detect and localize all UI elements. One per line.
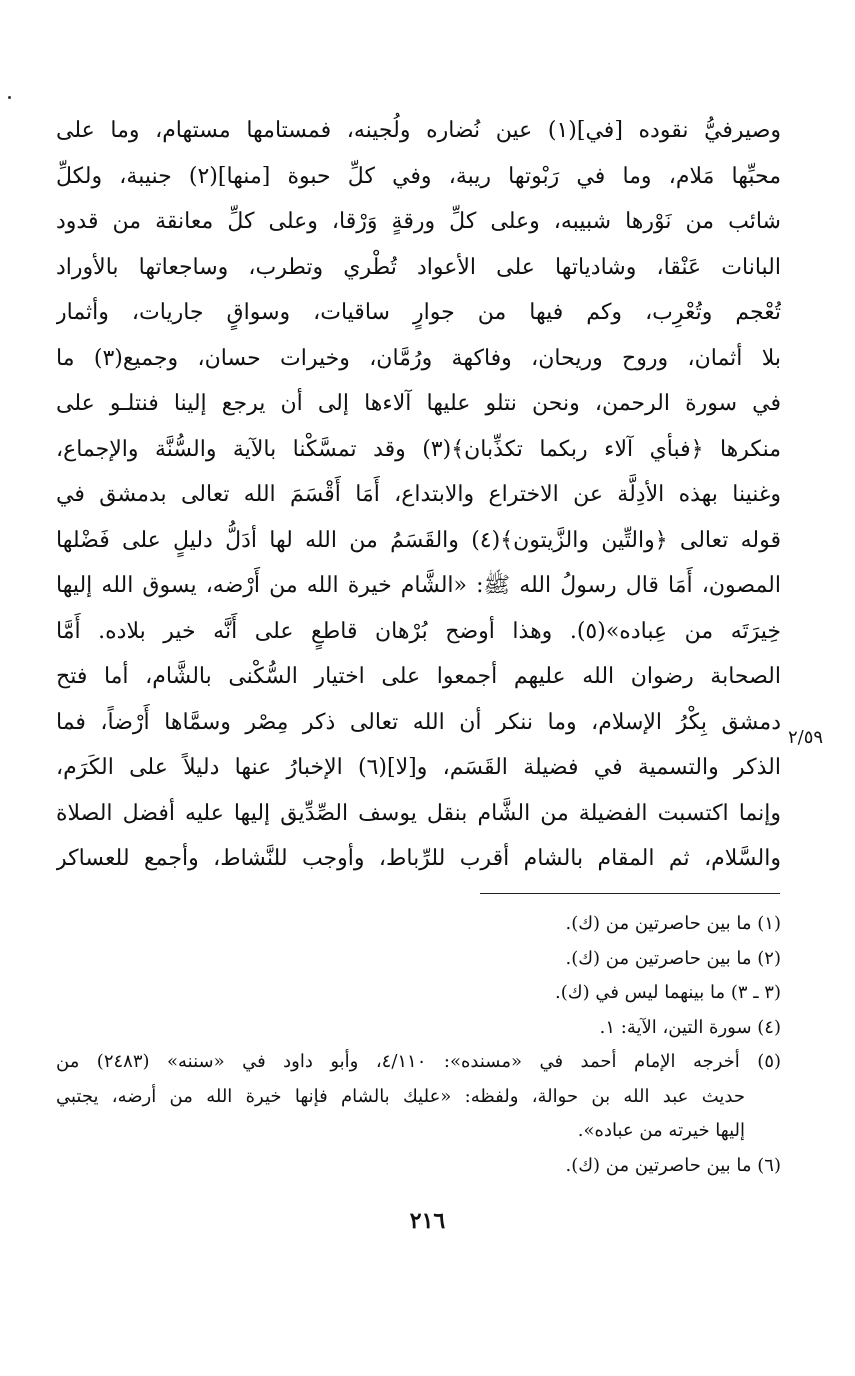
text-line: تُعْجم وتُعْرِب، وكم فيها من جوارٍ ساقيات، وسواقٍ جاريات، وأثمار [56,300,781,325]
text-line: منكرها ﴿فبأي آلاء ربكما تكذِّبان﴾(٣) وقد تمسَّكْنا بالآية والسُّنَّة والإجماع، [56,436,781,462]
text-line: بلا أثمان، وروح وريحان، وفاكهة ورُمَّان، وخيرات حسان، وجميع(٣) ما [56,345,781,371]
text-line: شائب من نَوْرها شبيبه، وعلى كلِّ ورقةٍ وَرْقا، وعلى كلِّ معانقة من قدود [56,209,781,234]
text-line: الذكر والتسمية في فضيلة القَسَم، و[لا](٦) الإخبارُ عنها دليلاً على الكَرَم، [56,755,781,780]
text-line: الصحابة رضوان الله عليهم أجمعوا على اختيار السُّكْنى بالشَّام، أما فتح [56,664,781,689]
text-line: المصون، أَمَا قال رسولُ الله ﷺ: «الشَّام خيرة الله من أَرْضه، يسوق الله إليها [56,573,781,598]
text-line: وغنينا بهذه الأدِلَّة عن الاختراع والابتداع، أَمَا أَقْسَمَ الله تعالى بدمشق في [56,482,781,507]
text-line: وإنما اكتسبت الفضيلة من الشَّام بنقل يوسف الصِّدِّيق إليها عليه أفضل الصلاة [56,800,781,826]
page-number: ٢١٦ [409,1208,446,1234]
text-line: البانات عَنْقا، وشادياتها على الأعواد تُطْري وتطرب، وساجعاتها بالأوراد [56,254,781,280]
main-text [56,108,781,882]
margin-marker: ٢/٥٩ [788,727,824,748]
scan-speck [8,96,11,99]
footnote: (٦) ما بين حاصرتين من (ك). [565,1154,781,1176]
text-line: وصيرفيُّ نقوده [في](١) عين نُضاره ولُجينه، فمستامها مستهام، وما على [56,118,781,143]
text-line: والسَّلام، ثم المقام بالشام أقرب للرِّباط، وأوجب للنَّشاط، وأجمع للعساكر [56,846,781,871]
footnote-divider [480,893,780,894]
footnote: (٣ ـ ٣) ما بينهما ليس في (ك). [555,982,781,1003]
footnote-continuation: حديث عبد الله بن حوالة، ولفظه: «عليك بالشام فإنها خيرة الله من أرضه، يجتبي [56,1085,745,1107]
text-line: قوله تعالى ﴿والتِّين والزَّيتون﴾(٤) والقَسَمُ من الله لها أدَلُّ دليلٍ على فَضْلها [56,527,781,553]
footnote: (٥) أخرجه الإمام أحمد في «مسنده»: ٤/١١٠، وأبو داود في «سننه» (٢٤٨٣) من [56,1051,781,1072]
text-line: خِيرَتَه من عِباده»(٥). وهذا أوضح بُرْهان قاطعٍ على أَنَّه خير بلاده. أَمَّا [56,618,781,644]
text-line: في سورة الرحمن، ونحن نتلو عليها آلاءها إلى أن يرجع إلينا فنتلـو على [56,391,781,416]
footnote: (١) ما بين حاصرتين من (ك). [565,913,781,934]
footnote: (٢) ما بين حاصرتين من (ك). [565,947,781,969]
footnote-continuation: إليها خيرته من عباده». [577,1120,745,1141]
footnote: (٤) سورة التين، الآية: ١. [599,1016,781,1038]
text-line: محبِّها مَلام، وما في رَبْوتها ريبة، وفي كلِّ حبوة [منها](٢) جنيبة، ولكلِّ [56,163,781,189]
footnotes [56,907,781,1183]
text-line: دمشق بِكْرُ الإسلام، وما ننكر أن الله تعالى ذكر مِصْر وسمَّاها أَرْضاً، فما [56,709,781,735]
